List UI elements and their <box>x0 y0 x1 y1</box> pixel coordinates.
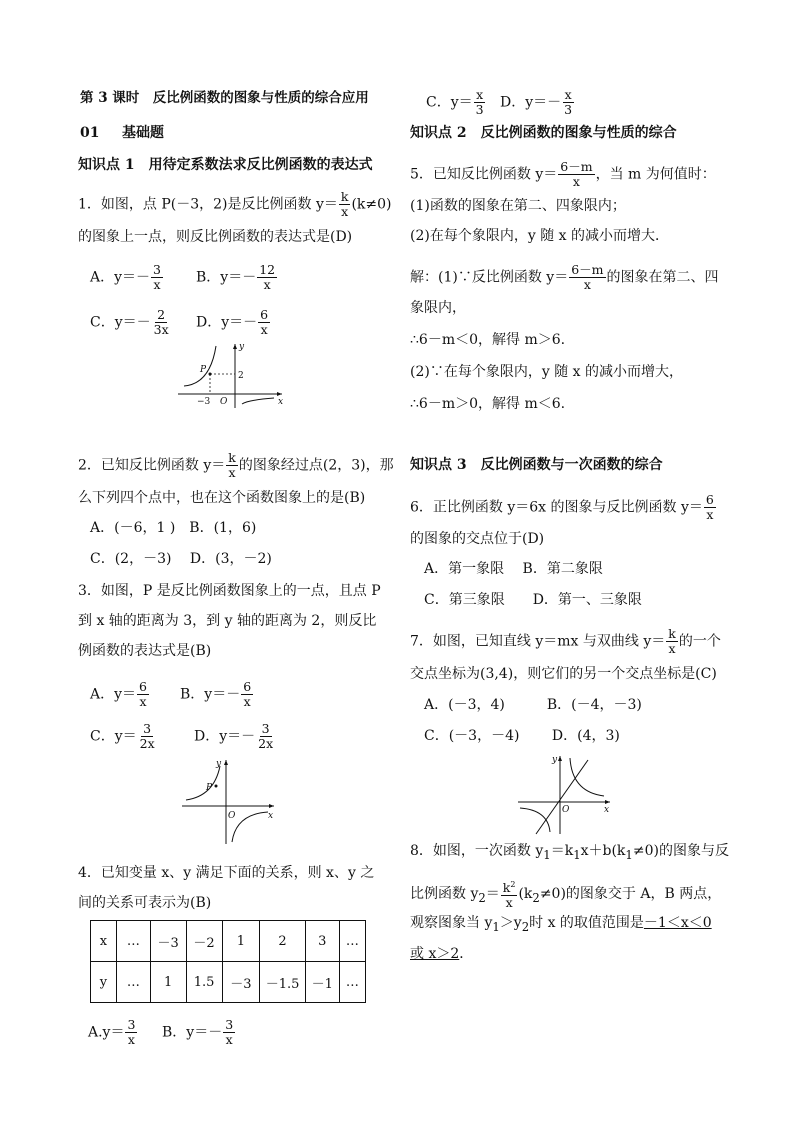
q8-line1: 8．如图，一次函数 $y_1=k_1x+b(k_1\ne 0)$的图象与反 <box>410 843 729 862</box>
p-label: P <box>206 783 213 793</box>
table-cell: … <box>339 921 365 962</box>
q1-option-a: A．y＝－ $\frac{3}{x}$ <box>90 262 161 292</box>
fraction-k-over-x: $\frac{k}{x}$ <box>340 189 349 219</box>
table-cell: －1.5 <box>260 962 306 1003</box>
q1-option-d: D．y＝－ $\frac{6}{x}$ <box>196 307 269 337</box>
q2-options-ab: A．(－6，1 ) B．(1，6) <box>90 520 257 536</box>
q3-line2: 到 x 轴的距离为 3，到 y 轴的距离为 2，则反比 <box>78 613 377 629</box>
q5-solution-line3: ∴6－m＜0，解得 m＞6. <box>410 332 566 348</box>
q6-options-cd: C．第三象限 D．第一、三象限 <box>424 592 642 608</box>
q7-options-ab: A．(－3，4) B．(－4，－3) <box>424 697 642 713</box>
origin-label: O <box>562 805 570 815</box>
q7-line2: 交点坐标为(3,4)，则它们的另一个交点坐标是(C) <box>410 666 717 682</box>
q5-solution-line2: 象限内， <box>410 300 466 316</box>
table-cell: x <box>91 921 117 962</box>
table-cell: 3 <box>305 921 339 962</box>
table-cell: －2 <box>186 921 222 962</box>
q4-line2: 间的关系可表示为(B) <box>78 895 212 911</box>
x-axis-arrow <box>277 392 282 396</box>
table-cell: 1 <box>150 962 186 1003</box>
q1-graph <box>170 340 290 410</box>
lesson-title: 第 3 课时 反比例函数的图象与性质的综合应用 <box>80 90 369 106</box>
x-label: x <box>278 397 284 407</box>
q3-option-c: C．y＝ $\frac{3}{2x}$ <box>90 721 155 751</box>
x-axis-arrow <box>605 800 610 804</box>
q1-line1: 1．如图，点 P(－3，2)是反比例函数 y＝ $\frac{k}{x}$ (k≠0) <box>78 189 392 219</box>
point-p <box>209 373 212 376</box>
table-row-y <box>91 962 366 1003</box>
q4-line1: 4．已知变量 x、y 满足下面的关系，则 x、y 之 <box>78 865 375 881</box>
tick-2: 2 <box>238 371 244 381</box>
q3-line3: 例函数的表达式是(B) <box>78 643 212 659</box>
q6-options-ab: A．第一象限 B．第二象限 <box>424 561 603 577</box>
hyperbola-branch-1 <box>570 758 604 796</box>
knowledge-point-1: 知识点 1 用待定系数法求反比例函数的表达式 <box>78 157 373 173</box>
q8-line4: 或 x＞2． <box>410 946 474 962</box>
table-cell: … <box>116 962 150 1003</box>
q2-line2: 么下列四个点中，也在这个函数图象上的是(B) <box>78 490 366 506</box>
knowledge-point-2: 知识点 2 反比例函数的图象与性质的综合 <box>410 125 677 141</box>
hyperbola-branch-4 <box>242 398 274 404</box>
table-cell: －3 <box>222 962 260 1003</box>
q4-option-d: D．y＝－ $\frac{x}{3}$ <box>500 87 573 117</box>
table-cell: 1 <box>222 921 260 962</box>
q2-options-cd: C．(2，－3) D．(3，－2) <box>90 551 272 567</box>
q8-answer-part1: －1＜x＜0 <box>643 915 712 931</box>
q4-option-c: C．y＝ $\frac{x}{3}$ <box>426 87 484 117</box>
q3-line1: 3．如图，P 是反比例函数图象上的一点，且点 P <box>78 583 381 599</box>
y-axis-arrow <box>224 760 228 765</box>
q5-line3: (2)在每个象限内，y 随 x 的减小而增大． <box>410 228 669 244</box>
q1-option-b: B．y＝－ $\frac{12}{x}$ <box>196 262 276 292</box>
q7-options-cd: C．(－3，－4) D．(4，3) <box>424 728 620 744</box>
q7-line1: 7．如图，已知直线 y＝mx 与双曲线 y＝ $\frac{k}{x}$ 的一个 <box>410 626 721 656</box>
q5-solution-line1: 解：(1)∵反比例函数 y＝ $\frac{6-m}{x}$ 的图象在第二、四 <box>410 262 719 292</box>
section-number: 01 <box>80 125 100 141</box>
tick-minus-3: −3 <box>197 397 211 407</box>
q1-option-c: C．y＝－ $\frac{2}{3x}$ <box>90 307 169 337</box>
hyperbola-branch-4 <box>232 812 268 842</box>
x-label: x <box>604 805 610 815</box>
line-y-mx <box>536 760 588 834</box>
q4-option-a: A.y＝ $\frac{3}{x}$ <box>88 1017 136 1047</box>
q3-graph <box>178 756 278 848</box>
q8-answer-part2: 或 x＞2 <box>410 946 460 962</box>
table-cell: －3 <box>150 921 186 962</box>
table-cell: 2 <box>260 921 306 962</box>
x-axis-arrow <box>269 804 274 808</box>
section-name: 基础题 <box>122 125 164 141</box>
y-axis-arrow <box>558 756 562 761</box>
q5-line1: 5．已知反比例函数 y＝ $\frac{6-m}{x}$ ，当 m 为何值时： <box>410 159 716 189</box>
q2-line1: 2．已知反比例函数 y＝ $\frac{k}{x}$ 的图象经过点(2，3)，那 <box>78 450 394 480</box>
y-label: y <box>239 342 245 352</box>
q3-option-d: D．y＝－ $\frac{3}{2x}$ <box>194 721 274 751</box>
q3-option-a: A．y＝ $\frac{6}{x}$ <box>90 679 147 709</box>
y-axis-arrow <box>233 344 237 349</box>
q7-graph <box>514 752 614 836</box>
q3-option-b: B．y＝－ $\frac{6}{x}$ <box>180 679 252 709</box>
q5-solution-line4: (2)∵在每个象限内，y 随 x 的减小而增大， <box>410 364 683 380</box>
table-row-x <box>91 921 366 962</box>
q6-line1: 6．正比例函数 y＝6x 的图象与反比例函数 y＝ $\frac{6}{x}$ <box>410 492 714 522</box>
q5-line2: (1)函数的图象在第二、四象限内； <box>410 198 626 214</box>
q8-line2: 比例函数 $y_2=$ $\frac{k^2}{x}$ $(k_2\ne 0)$的图象交于 A，B 两点， <box>410 880 722 911</box>
q1-line2: 的图象上一点，则反比例函数的表达式是(D) <box>78 229 353 245</box>
value-table <box>90 920 366 1003</box>
q4-option-b: B．y＝－ $\frac{3}{x}$ <box>162 1017 234 1047</box>
q5-solution-line5: ∴6－m＞0，解得 m＜6. <box>410 396 566 412</box>
y-label: y <box>216 759 222 769</box>
table-cell: … <box>339 962 365 1003</box>
y-label: y <box>552 755 558 765</box>
q8-line3: 观察图象当 $y_1>y_2$时 x 的取值范围是－1＜x＜0 <box>410 915 712 934</box>
knowledge-point-3: 知识点 3 反比例函数与一次函数的综合 <box>410 457 663 473</box>
p-label: P <box>200 365 207 375</box>
table-cell: y <box>91 962 117 1003</box>
origin-label: O <box>220 397 228 407</box>
origin-label: O <box>228 811 236 821</box>
table-cell: … <box>116 921 150 962</box>
hyperbola-branch-2 <box>186 766 220 800</box>
q6-line2: 的图象的交点位于(D) <box>410 531 545 547</box>
point-p <box>215 785 218 788</box>
table-cell: －1 <box>305 962 339 1003</box>
x-label: x <box>268 811 274 821</box>
table-cell: 1.5 <box>186 962 222 1003</box>
hyperbola-branch-3 <box>520 808 550 832</box>
